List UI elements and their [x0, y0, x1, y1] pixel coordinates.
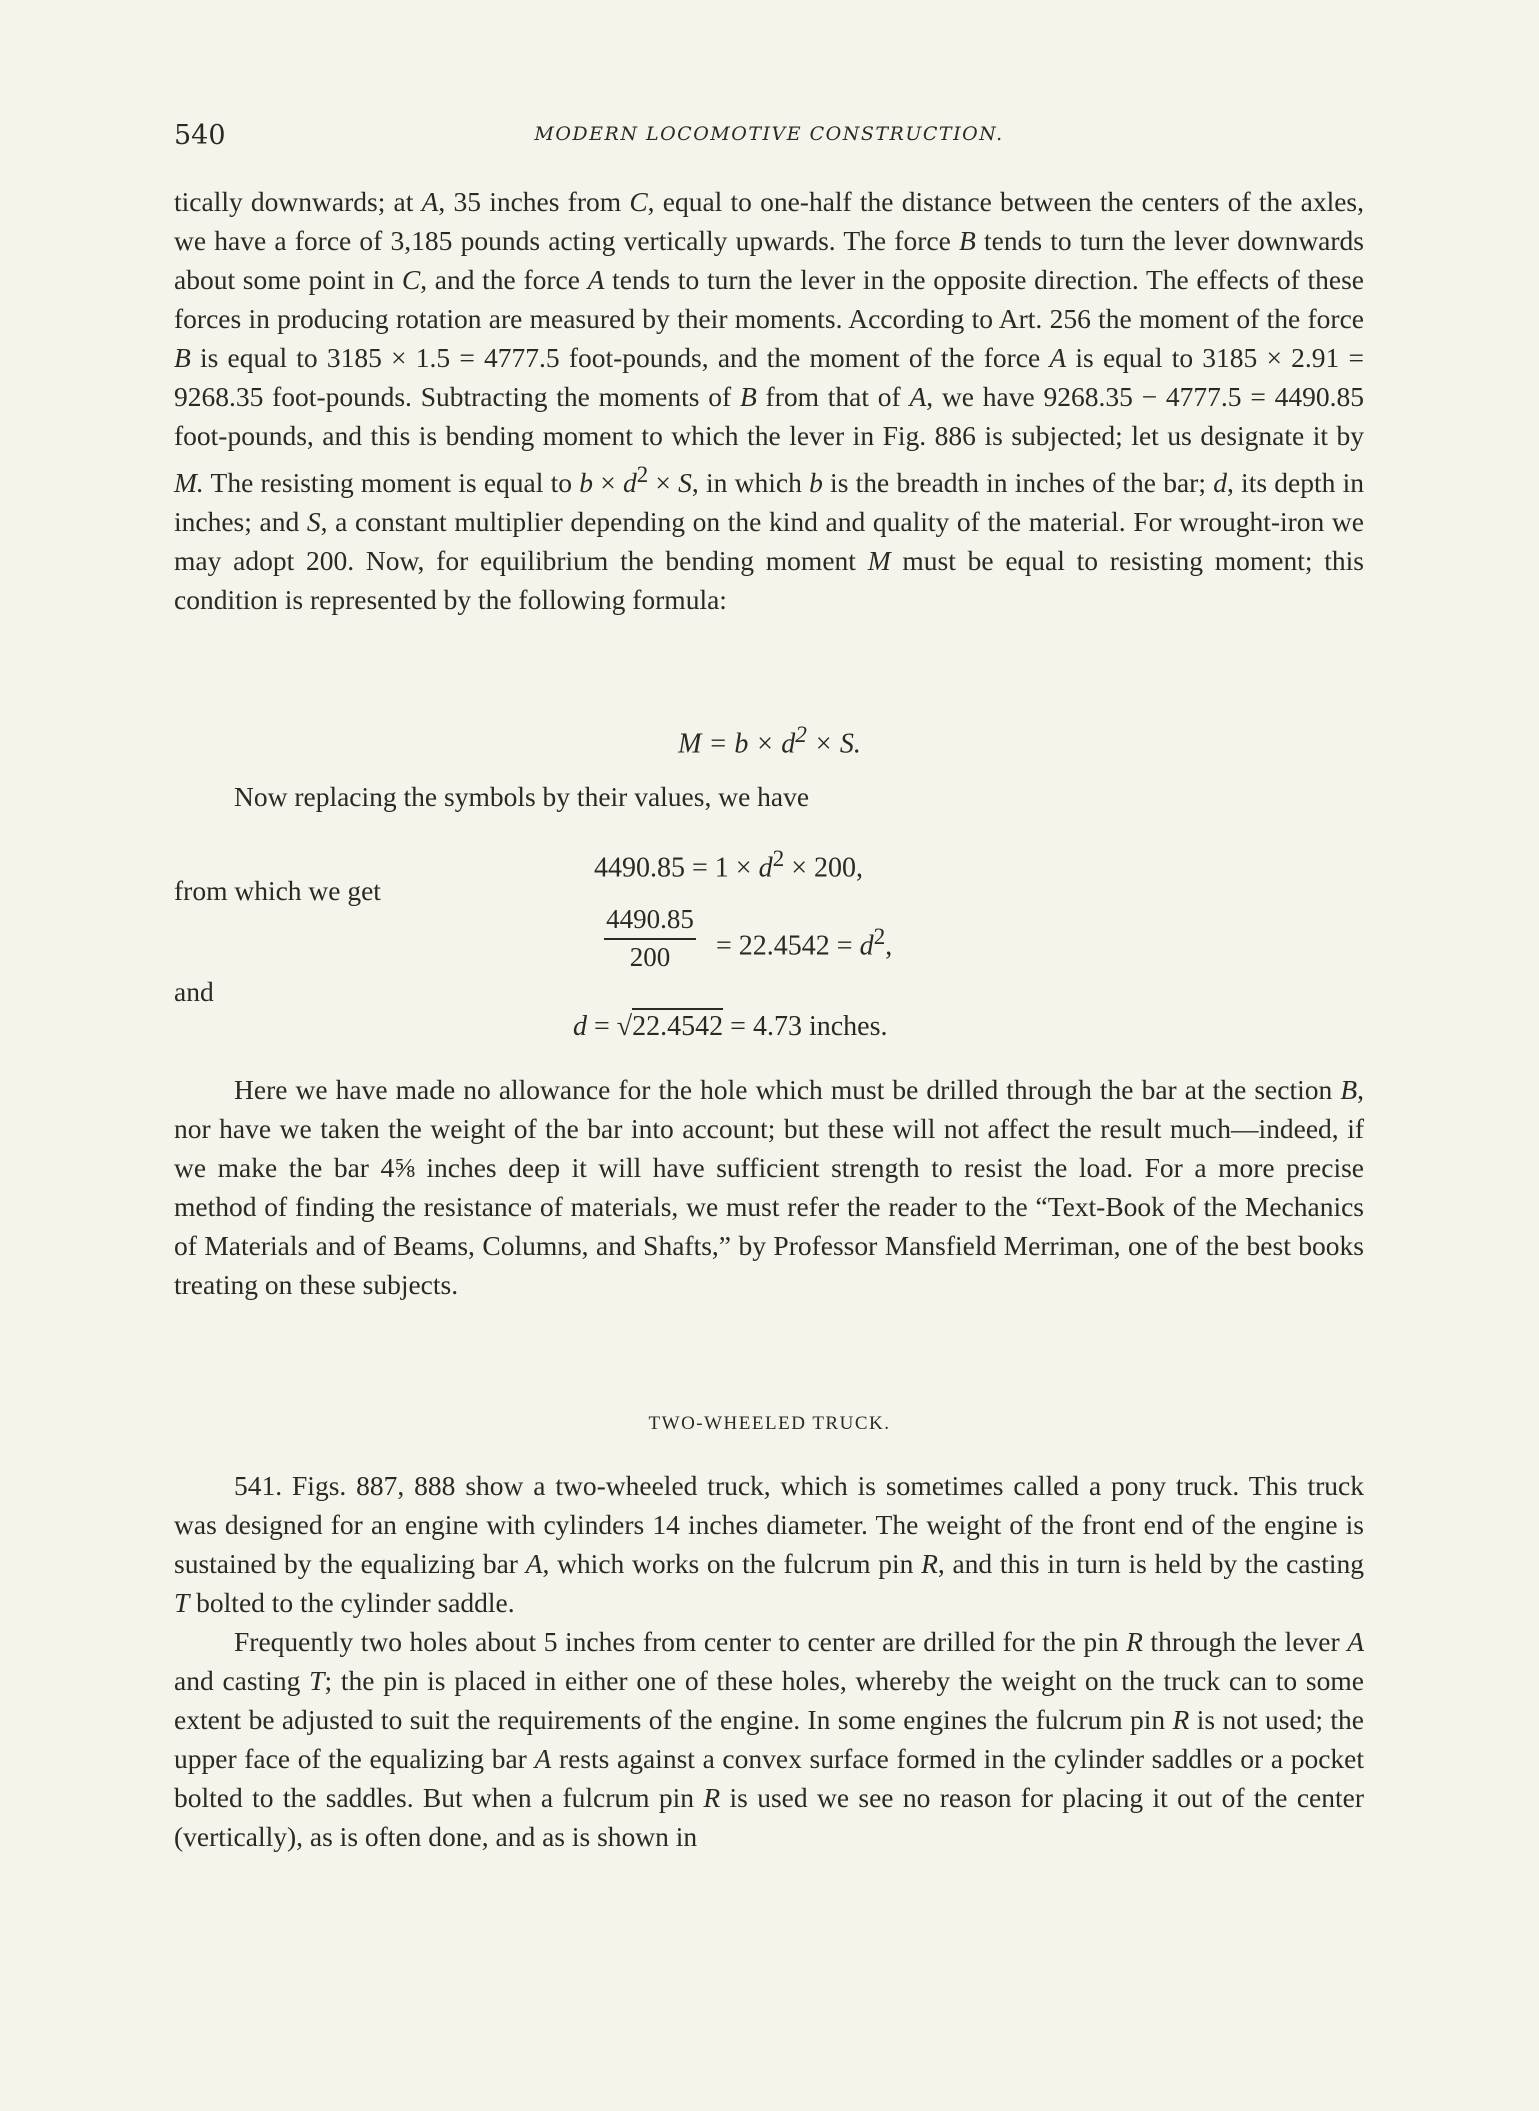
equation-square-root: d = √22.4542 = 4.73 inches.	[573, 1011, 888, 1043]
note-and: and	[174, 976, 214, 1007]
section-title: TWO-WHEELED TRUCK.	[648, 1413, 891, 1434]
fraction-numerator: 4490.85	[604, 904, 696, 940]
paragraph-replacing-symbols: Now replacing the symbols by their values, we have	[234, 781, 810, 812]
paragraph-bending-moment: tically downwards; at A, 35 inches from C, equal to one-half the distance between the centers of the axles, we have a force of 3,185 pounds acting vertically upwards. The force B tends to turn the lever downwards about some point in C, and the force A tends to turn the lever in the opposite direction. The effects of these forces in producing rotation are measured by their moments. According to Art. 256 the moment of the force B is equal to 3185 × 1.5 = 4777.5 foot-pounds, and the moment of the force A is equal to 3185 × 2.91 = 9268.35 foot-pounds. Subtracting the moments of B from that of A, we have 9268.35 − 4777.5 = 4490.85 foot-pounds, and this is bending moment to which the lever in Fig. 886 is subjected; let us designate it by M. The resisting moment is equal to $b \times d^2 \times S$, in which b is the breadth in inches of the bar; d, its depth in inches; and S, a constant multiplier depending on the kind and quality of the material. For wrought-iron we may adopt 200. Now, for equilibrium the bending moment M must be equal to resisting moment; this condition is represented by the following formula:	[174, 186, 1365, 616]
running-title: MODERN LOCOMOTIVE CONSTRUCTION.	[534, 123, 1004, 145]
fraction-denominator: 200	[629, 942, 671, 972]
paragraph-frequently: Frequently two holes about 5 inches from center to center are drilled for the pin R through the lever A and casting T; the pin is placed in either one of these holes, whereby the weight on the truck can to some extent be adjusted to suit the requirements of the engine. In some engines the fulcrum pin R is not used; the upper face of the equalizing bar A rests against a convex surface formed in the cylinder saddles or a pocket bolted to the saddles. But when a fulcrum pin R is used we see no reason for placing it out of the center (vertically), as is often done, and as is shown in	[174, 1626, 1364, 1852]
section-two-wheeled-truck	[174, 1466, 1364, 1856]
equation-quotient: = $22.4542 = d^2$,	[716, 924, 893, 962]
equation-substitution: $4490.85 = 1 \times d^2 \times 200$,	[594, 846, 864, 884]
paragraph-allowance: Here we have made no allowance for the hole which must be drilled through the bar at the section B, nor have we taken the weight of the bar into account; but these will not affect the result much—indeed, if we make the bar 4⅝ inches deep it will have sufficient strength to resist the load. For a more precise method of finding the resistance of materials, we must refer the reader to the “Text-Book of the Mechanics of Materials and of Beams, Columns, and Shafts,” by Professor Mansfield Merriman, one of the best books treating on these subjects.	[174, 1074, 1364, 1300]
page-header	[174, 120, 1364, 160]
note-from-which: from which we get	[174, 875, 381, 906]
resisting-moment-formula: $M = b \times d^2 \times S$.	[678, 722, 861, 760]
page-number: 540	[174, 120, 226, 151]
radicand: 22.4542	[632, 1008, 723, 1042]
paragraph-541: 541. Figs. 887, 888 show a two-wheeled truck, which is sometimes called a pony truck. This truck was designed for an engine with cylinders 14 inches diameter. The weight of the front end of the engine is sustained by the equalizing bar A, which works on the fulcrum pin R, and this in turn is held by the casting T bolted to the cylinder saddle.	[174, 1470, 1364, 1618]
fraction	[604, 904, 696, 973]
